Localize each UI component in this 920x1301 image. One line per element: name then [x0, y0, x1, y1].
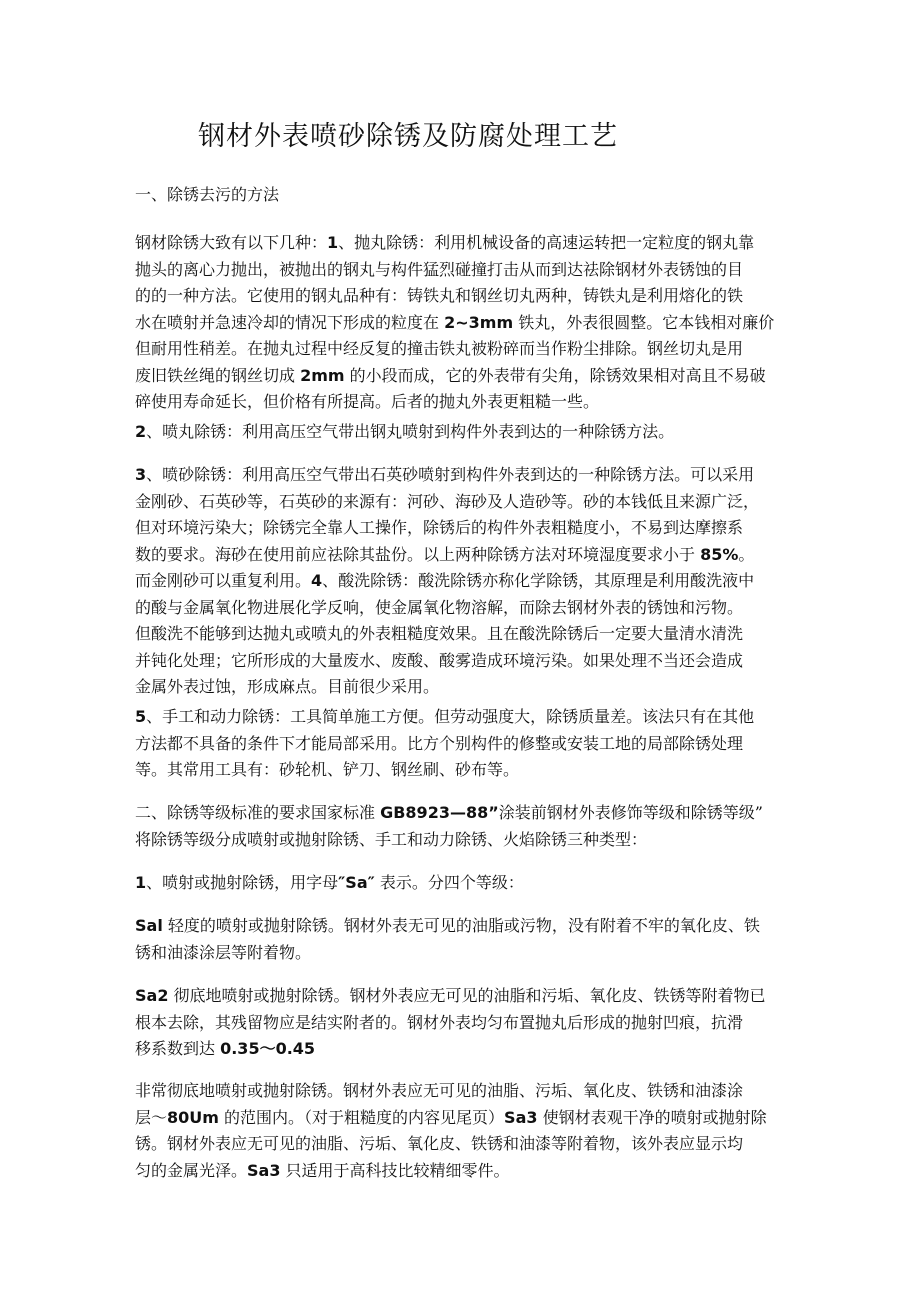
paragraph-sa3 — [135, 1078, 790, 1184]
text-line — [135, 568, 790, 595]
heading-line: 一、除锈去污的方法 — [135, 185, 280, 204]
text-run: 将除锈等级分成喷射或抛射除锈、手工和动力除锈、火焰除锈三种类型： — [135, 829, 648, 849]
text-line — [135, 940, 790, 967]
text-line — [135, 800, 790, 827]
text-line — [135, 336, 790, 363]
text-line — [135, 419, 790, 446]
text-line — [135, 230, 790, 257]
text-line — [135, 462, 790, 489]
text-run: 数的要求。海砂在使用前应祛除其盐份。以上两种除锈方法对环境湿度要求小于 — [135, 544, 701, 564]
text-run: 锈。钢材外表应无可见的油脂、污垢、氧化皮、铁锈和油漆等附着物，该外表应显示均 — [135, 1134, 744, 1153]
bold-run: Sa2 — [135, 986, 169, 1005]
text-line — [135, 731, 790, 758]
bold-run: GB8923—88” — [380, 803, 499, 822]
text-run: 方法都不具备的条件下才能局部采用。比方个别构件的修整或安装工地的局部除锈处理 — [135, 733, 744, 753]
bold-run: 2 — [135, 422, 147, 441]
text-line — [135, 1078, 790, 1105]
text-run: 、喷砂除锈：利用高压空气带出石英砂喷射到构件外表到达的一种除锈方法。可以采用 — [146, 465, 755, 484]
text-run: 等。其常用工具有：砂轮机、铲刀、钢丝刷、砂布等。 — [135, 760, 520, 779]
bold-run: 5 — [135, 707, 147, 726]
text-line — [135, 310, 790, 337]
text-run: 金属外表过蚀，形成麻点。目前很少采用。 — [135, 677, 440, 696]
paragraph-standard — [135, 800, 790, 853]
text-line — [135, 704, 790, 731]
paragraph-sandblasting-pickling — [135, 462, 790, 701]
text-run: 。 — [738, 544, 755, 564]
text-run: 二、除锈等级标准的要求国家标准 — [135, 803, 381, 822]
text-run: 铁丸，外表很圆整。它本钱相对廉价 — [513, 312, 775, 332]
bold-run: Sa3 — [247, 1160, 281, 1180]
paragraph-blasting-methods — [135, 230, 790, 416]
text-line — [135, 913, 790, 940]
text-run: 的范围内。（对于粗糙度的内容见尾页） — [218, 1107, 505, 1127]
text-line — [135, 757, 790, 784]
text-line — [135, 257, 790, 284]
bold-run: Sal — [135, 916, 163, 935]
text-run: 钢材除锈大致有以下几种： — [135, 233, 328, 252]
paragraph-sa1 — [135, 913, 790, 966]
text-run: 使钢材表观干净的喷射或抛射除 — [537, 1107, 767, 1127]
text-line — [135, 1105, 790, 1132]
text-run: 层～ — [135, 1107, 168, 1127]
text-run: 表示。分四个等级： — [374, 873, 524, 892]
text-run: 只适用于高科技比较精细零件。 — [280, 1160, 510, 1180]
text-run: 而金刚砂可以重复利用。 — [135, 571, 312, 590]
text-run: 非常彻底地喷射或抛射除锈。钢材外表应无可见的油脂、污垢、氧化皮、铁锈和油漆涂 — [135, 1081, 744, 1100]
text-line — [135, 621, 790, 648]
text-run: 根本去除，其残留物应是结实附者的。钢材外表均匀布置抛丸后形成的抛射凹痕，抗滑 — [135, 1012, 744, 1032]
text-run: 但对环境污染大；除锈完全靠人工操作，除锈后的构件外表粗糙度小，不易到达摩擦系 — [135, 518, 744, 537]
text-line — [135, 515, 790, 542]
text-line — [135, 363, 790, 390]
text-line — [135, 1010, 790, 1037]
paragraph-shot-peening — [135, 419, 790, 446]
bold-run: 4 — [311, 571, 323, 590]
text-run: 、喷丸除锈：利用高压空气带出钢丸喷射到构件外表到达的一种除锈方法。 — [146, 422, 675, 441]
text-run: 但耐用性稍差。在抛丸过程中经反复的撞击铁丸被粉碎而当作粉尘排除。钢丝切丸是用 — [135, 339, 744, 358]
bold-run: 80Um — [167, 1107, 219, 1127]
text-run: 锈和油漆涂层等附着物。 — [135, 942, 312, 962]
text-run: 、酸洗除锈：酸洗除锈亦称化学除锈，其原理是利用酸洗液中 — [322, 571, 755, 590]
text-run: 碎使用寿命延长，但价格有所提高。后者的抛丸外表更粗糙一些。 — [135, 392, 600, 411]
text-line — [135, 983, 790, 1010]
document-title: 钢材外表喷砂除锈及防腐处理工艺 — [198, 121, 618, 152]
paragraph-sa2 — [135, 983, 790, 1063]
text-line — [135, 389, 790, 416]
paragraph-manual-power — [135, 704, 790, 784]
bold-run: 0.35～0.45 — [220, 1039, 316, 1058]
bold-run: Sa3 — [504, 1107, 538, 1127]
bold-run: 2mm — [300, 365, 345, 385]
text-line — [135, 542, 790, 569]
text-run: 金刚砂、石英砂等，石英砂的来源有：河砂、海砂及人造砂等。砂的本钱低且来源广泛， — [135, 491, 760, 511]
text-line — [135, 489, 790, 516]
bold-run: 1 — [135, 873, 147, 892]
text-line — [135, 595, 790, 622]
text-run: 彻底地喷射或抛射除锈。钢材外表应无可见的油脂和污垢、氧化皮、铁锈等附着物已 — [168, 986, 766, 1005]
text-line — [135, 1131, 790, 1158]
paragraph-sa-grades — [135, 870, 790, 897]
text-line — [135, 648, 790, 675]
text-line — [135, 1036, 790, 1063]
text-run: 轻度的喷射或抛射除锈。钢材外表无可见的油脂或污物，没有附着不牢的氧化皮、铁 — [162, 916, 760, 935]
text-line — [135, 283, 790, 310]
text-run: 匀的金属光泽。 — [135, 1160, 248, 1180]
text-run: 、手工和动力除锈：工具简单施工方便。但劳动强度大，除锈质量差。该法只有在其他 — [146, 707, 755, 726]
bold-run: 85% — [700, 544, 739, 564]
text-line — [135, 827, 790, 854]
text-run: 的的一种方法。它使用的钢丸品种有：铸铁丸和钢丝切丸两种，铸铁丸是利用熔化的铁 — [135, 286, 744, 305]
text-line — [135, 1158, 790, 1185]
section-heading-1 — [135, 182, 790, 209]
text-run: 水在喷射并急速冷却的情况下形成的粒度在 — [135, 312, 445, 332]
text-run: 但酸洗不能够到达抛丸或喷丸的外表粗糙度效果。且在酸洗除锈后一定要大量清水清洗 — [135, 624, 744, 643]
text-line — [135, 870, 790, 897]
text-run: 涂装前钢材外表修饰等级和除锈等级” — [498, 803, 763, 822]
text-run: 、喷射或抛射除锈，用字母 — [146, 873, 339, 892]
bold-run: 1 — [327, 233, 339, 252]
text-run: 移系数到达 — [135, 1039, 221, 1058]
bold-run: 2~3mm — [444, 312, 514, 332]
bold-run: ″Sa″ — [338, 873, 375, 892]
text-run: 抛头的离心力抛出，被抛出的钢丸与构件猛烈碰撞打击从而到达祛除钢材外表锈蚀的目 — [135, 259, 744, 279]
text-run: 并钝化处理；它所形成的大量废水、废酸、酸雾造成环境污染。如果处理不当还会造成 — [135, 650, 744, 670]
text-run: 的酸与金属氧化物进展化学反响，使金属氧化物溶解，而除去钢材外表的锈蚀和污物。 — [135, 597, 744, 617]
text-line — [135, 674, 790, 701]
text-run: 、抛丸除锈：利用机械设备的高速运转把一定粒度的钢丸靠 — [338, 233, 755, 252]
bold-run: 3 — [135, 465, 147, 484]
text-run: 废旧铁丝绳的钢丝切成 — [135, 365, 301, 385]
text-run: 的小段而成，它的外表带有尖角，除锈效果相对高且不易破 — [344, 365, 766, 385]
